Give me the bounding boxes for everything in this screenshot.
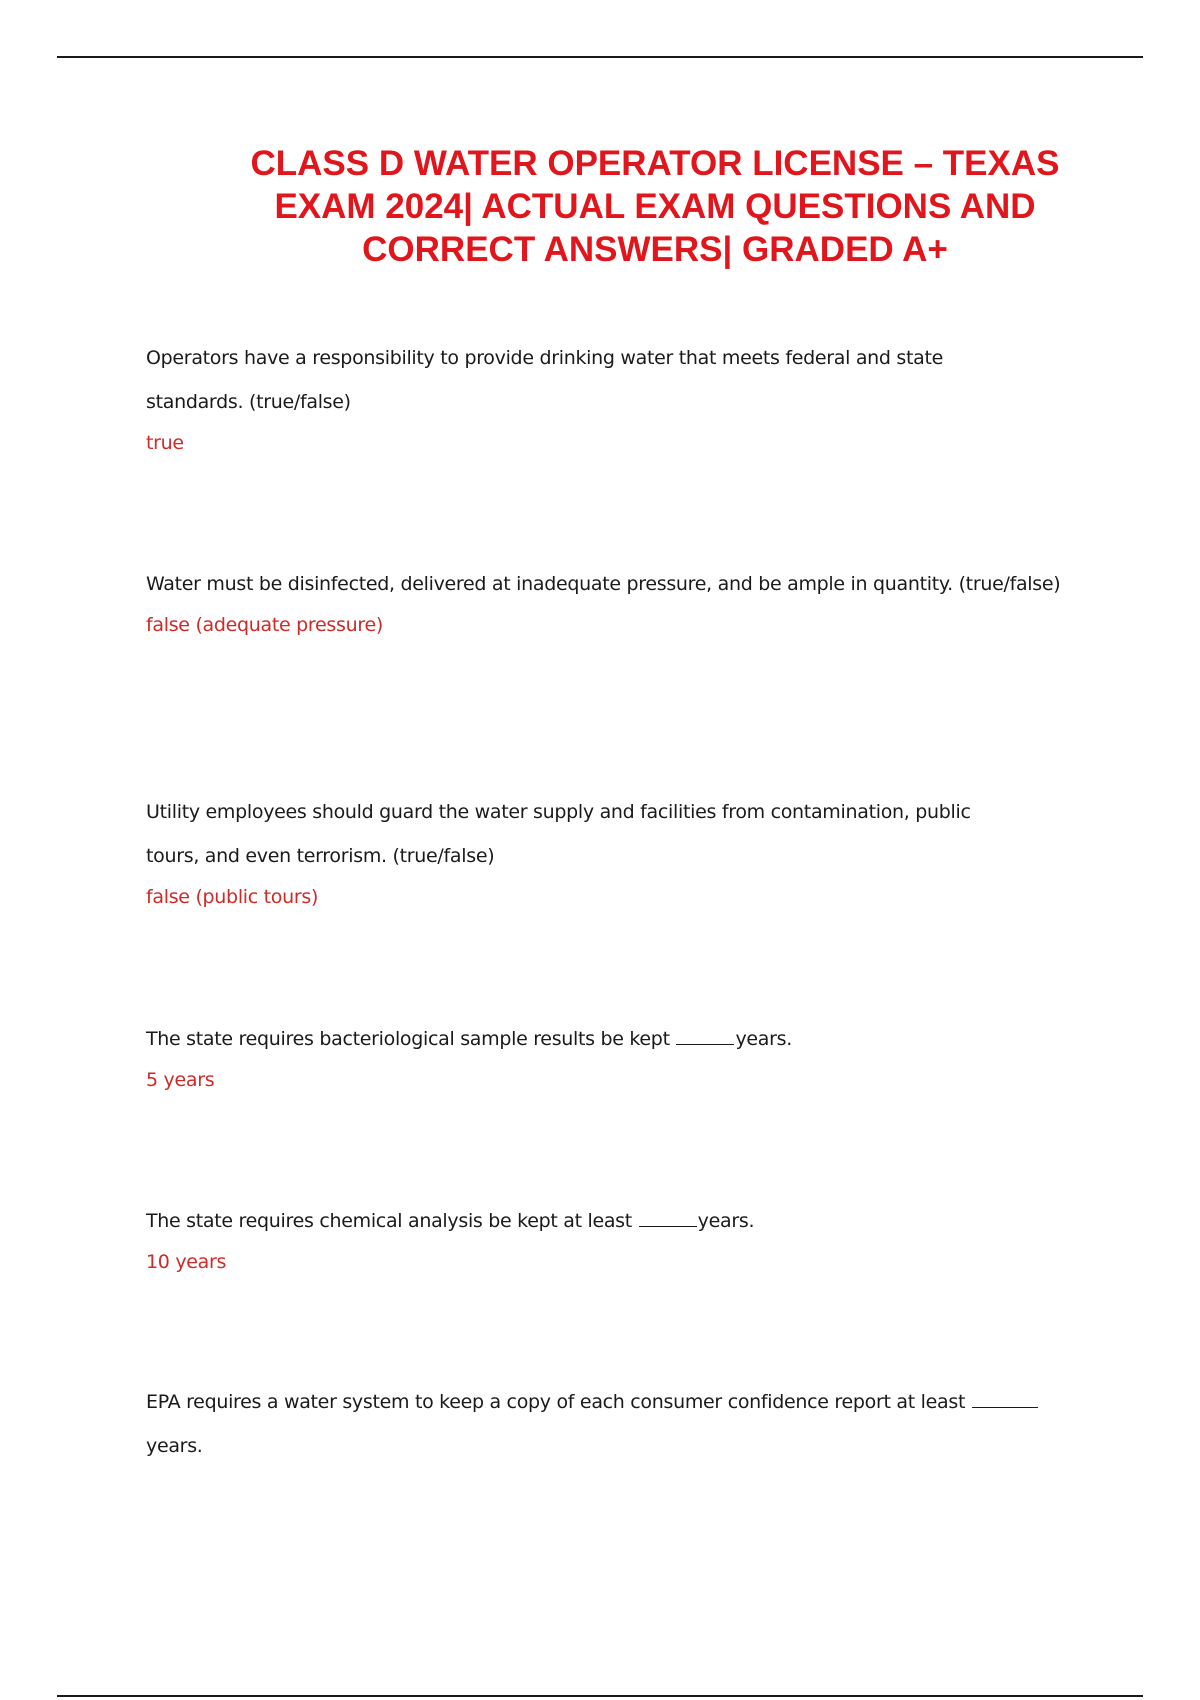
answer-text: true bbox=[146, 432, 184, 454]
question-block-1 bbox=[146, 336, 1106, 458]
answer-text: false (adequate pressure) bbox=[146, 614, 383, 636]
answer-text: 10 years bbox=[146, 1251, 227, 1273]
question-block-5 bbox=[146, 1199, 1106, 1277]
top-rule bbox=[57, 56, 1143, 58]
title-line-1: CLASS D WATER OPERATOR LICENSE – TEXAS bbox=[250, 144, 1060, 183]
question-text: Utility employees should guard the water supply and facilities from contamination, public tours, and even terrorism. (true/false) bbox=[146, 801, 971, 867]
bottom-rule bbox=[57, 1695, 1143, 1697]
question-text: EPA requires a water system to keep a copy of each consumer confidence report at least years. bbox=[146, 1380, 1106, 1468]
fill-in-blank bbox=[676, 1028, 734, 1045]
title-line-3: CORRECT ANSWERS| GRADED A+ bbox=[362, 230, 948, 269]
fill-in-blank bbox=[972, 1391, 1038, 1408]
question-block-2 bbox=[146, 562, 1106, 640]
question-text: Water must be disinfected, delivered at inadequate pressure, and be ample in quantity. (true/false) bbox=[146, 573, 1061, 595]
question-text: The state requires chemical analysis be kept at least years. bbox=[146, 1210, 755, 1232]
question-text: The state requires bacteriological sample results be kept years. bbox=[146, 1028, 792, 1050]
question-block-3 bbox=[146, 790, 1106, 912]
fill-in-blank bbox=[639, 1210, 697, 1227]
answer-text: false (public tours) bbox=[146, 886, 319, 908]
question-text: Operators have a responsibility to provide drinking water that meets federal and state standards. (true/false) bbox=[146, 347, 944, 413]
answer-text: 5 years bbox=[146, 1069, 215, 1091]
title-line-2: EXAM 2024| ACTUAL EXAM QUESTIONS AND bbox=[274, 187, 1036, 226]
question-block-6 bbox=[146, 1380, 1106, 1468]
document-title bbox=[150, 142, 1160, 271]
question-block-4 bbox=[146, 1017, 1106, 1095]
